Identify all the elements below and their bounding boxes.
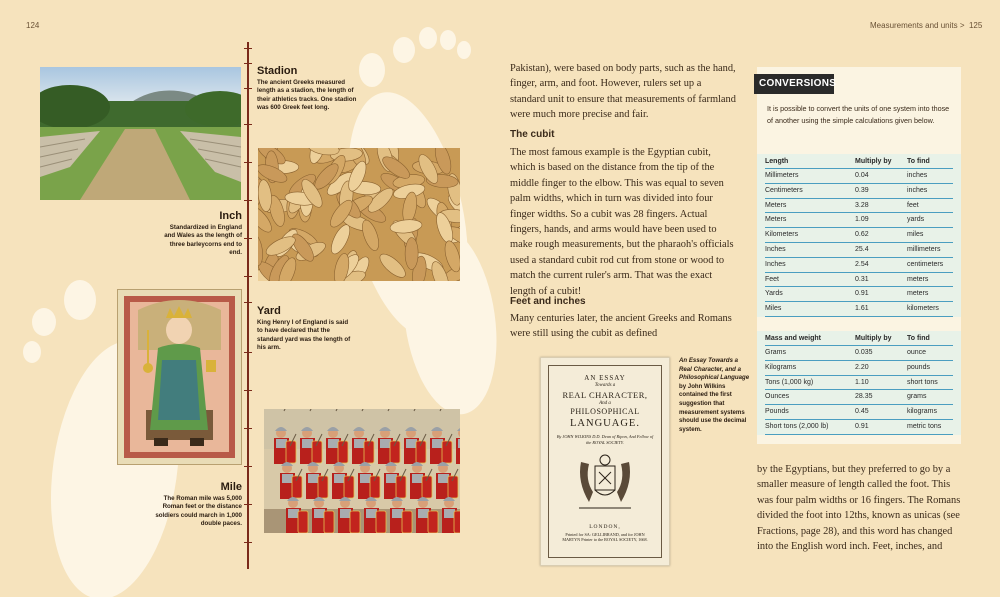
book-line: By JOHN WILKINS D.D. Dean of Ripon, And Fellow of the ROYAL SOCIETY. xyxy=(556,434,654,445)
yard-title: Yard xyxy=(257,305,281,317)
table-cell: Short tons (2,000 lb) xyxy=(765,422,829,430)
table-cell: feet xyxy=(907,201,919,209)
timeline-tick xyxy=(244,63,252,64)
table-cell: 0.62 xyxy=(855,231,869,239)
table-row xyxy=(757,361,961,376)
table-cell: Meters xyxy=(765,201,787,209)
timeline-tick xyxy=(244,542,252,543)
table-cell: meters xyxy=(907,275,929,283)
stadion-entry xyxy=(257,65,357,113)
book-line: And a xyxy=(599,401,611,406)
timeline-tick xyxy=(244,48,252,49)
cubit-heading: The cubit xyxy=(510,129,555,140)
book-line: Printed for SA: GELLIBRAND, and for JOHN MARTYN Printer to the ROYAL SOCIETY, 1668. xyxy=(562,532,648,543)
table-cell: metric tons xyxy=(907,422,942,430)
table-row xyxy=(757,390,961,405)
timeline-tick xyxy=(244,124,252,125)
table-cell: miles xyxy=(907,231,924,239)
left-page-number: 124 xyxy=(26,21,40,30)
table-cell: inches xyxy=(907,186,928,194)
timeline-tick xyxy=(244,352,252,353)
table-cell: 1.61 xyxy=(855,305,869,313)
table-cell: Mass and weight xyxy=(765,335,822,342)
table-cell: millimeters xyxy=(907,245,941,253)
table-cell: 25.4 xyxy=(855,245,869,253)
mile-text: The Roman mile was 5,000 Roman feet or the distance soldiers could march in 1,000 double paces. xyxy=(155,495,242,528)
table-cell: Miles xyxy=(765,305,782,313)
length-table xyxy=(757,154,961,317)
table-row xyxy=(757,199,961,214)
king-henry-illustration xyxy=(117,289,242,465)
cubit-text: The most famous example is the Egyptian cubit, which is based on the distance from the tip of the middle finger to the elbow. This was equal to seven palm widths, which in turn was divided into four finger widths. So a cubit was 28 fingers. Actual fingers, hands, and arms would have been used to make rough measurements, but the pharaoh's officials used a standard cubit rod cut from stone or wood to match the current ruler's arm. That was the exact length of a cubit! xyxy=(510,147,734,297)
table-cell: 3.28 xyxy=(855,201,869,209)
table-cell: Centimeters xyxy=(765,186,803,194)
article-intro: Pakistan), were based on body parts, such as the hand, finger, arm, and foot. However, rulers set up a standard unit to ensure that measurements of farmland were much more precise and fair. xyxy=(510,63,736,121)
table-cell: kilometers xyxy=(907,305,939,313)
timeline-tick xyxy=(244,276,252,277)
table-cell: kilograms xyxy=(907,408,937,416)
table-row xyxy=(757,420,961,435)
table-row xyxy=(757,287,961,302)
table-header-row xyxy=(757,331,961,346)
table-cell: Meters xyxy=(765,216,787,224)
book-coat-of-arms-icon xyxy=(573,452,637,514)
table-header-row xyxy=(757,154,961,169)
mass-table xyxy=(757,331,961,435)
table-cell: Multiply by xyxy=(855,335,892,342)
table-cell: yards xyxy=(907,216,925,224)
timeline-tick xyxy=(244,238,252,239)
table-cell: 2.54 xyxy=(855,260,869,268)
roman-soldiers-photo xyxy=(264,409,460,533)
table-cell: inches xyxy=(907,172,928,179)
book-caption-title: An Essay Towards a Real Character, and a Philosophical Language xyxy=(679,357,750,382)
inch-entry xyxy=(160,210,242,258)
table-cell: Ounces xyxy=(765,393,790,401)
barleycorn-photo xyxy=(258,148,460,281)
book-line: PHILOSOPHICAL xyxy=(570,407,640,416)
table-row xyxy=(757,228,961,243)
table-row xyxy=(757,346,961,361)
timeline-tick xyxy=(244,390,252,391)
table-row xyxy=(757,258,961,273)
table-cell: short tons xyxy=(907,378,938,386)
table-cell: Kilograms xyxy=(765,363,797,371)
table-cell: 0.035 xyxy=(855,349,873,356)
table-cell: 0.45 xyxy=(855,408,869,416)
table-row xyxy=(757,376,961,391)
table-cell: meters xyxy=(907,290,929,298)
book-line: REAL CHARACTER, xyxy=(562,390,648,400)
feet-text: Many centuries later, the ancient Greeks and Romans were still using the cubit as defined xyxy=(510,313,732,340)
book-line: LONDON, xyxy=(589,524,621,530)
table-cell: pounds xyxy=(907,363,930,371)
table-row xyxy=(757,243,961,258)
stadion-photo xyxy=(40,67,241,200)
running-header xyxy=(870,21,982,30)
table-cell: 0.91 xyxy=(855,422,869,430)
table-cell: 1.10 xyxy=(855,378,869,386)
table-cell: Kilometers xyxy=(765,231,799,239)
book-line: AN ESSAY xyxy=(584,374,626,382)
inch-text: Standardized in England and Wales as the length of three barleycorns end to end. xyxy=(164,224,242,257)
table-row xyxy=(757,405,961,420)
timeline-tick xyxy=(244,428,252,429)
table-cell: Millimeters xyxy=(765,172,799,179)
table-cell: 2.20 xyxy=(855,363,869,371)
table-cell: centimeters xyxy=(907,260,944,268)
timeline-tick xyxy=(244,466,252,467)
table-cell: Feet xyxy=(765,275,780,283)
table-cell: To find xyxy=(907,335,930,342)
mile-title: Mile xyxy=(220,481,242,493)
book-line: LANGUAGE. xyxy=(570,418,640,429)
timeline-tick xyxy=(244,302,252,303)
table-row xyxy=(757,302,961,317)
section-title: Measurements and units xyxy=(870,21,958,30)
book-caption xyxy=(679,357,751,434)
table-cell: 0.04 xyxy=(855,172,869,179)
timeline-tick xyxy=(244,88,252,89)
inch-title: Inch xyxy=(219,210,242,222)
table-cell: Inches xyxy=(765,260,786,268)
table-cell: To find xyxy=(907,158,930,165)
feet-heading: Feet and inches xyxy=(510,296,586,307)
mile-entry xyxy=(146,481,242,529)
essay-book-cover xyxy=(540,357,670,566)
stadion-text: The ancient Greeks measured length as a stadion, the length of their athletics tracks. One stadion was 600 Greek feet long. xyxy=(257,79,357,112)
table-cell: Yards xyxy=(765,290,783,298)
right-page-number: 125 xyxy=(968,21,983,30)
table-cell: Inches xyxy=(765,245,786,253)
table-cell: 0.91 xyxy=(855,290,869,298)
table-cell: Grams xyxy=(765,349,786,356)
table-cell: 1.09 xyxy=(855,216,869,224)
conversions-intro: It is possible to convert the units of one system into those of another using the simple calculations given below. xyxy=(767,104,950,125)
table-cell: Pounds xyxy=(765,408,789,416)
table-cell: 28.35 xyxy=(855,393,873,401)
yard-text: King Henry I of England is said to have declared that the standard yard was the length of his arm. xyxy=(257,319,351,352)
table-cell: grams xyxy=(907,393,927,401)
book-line: Towards a xyxy=(594,383,616,388)
table-row xyxy=(757,169,961,184)
continued-text: by the Egyptians, but they preferred to go by a smaller measure of length called the foot. This was four palm widths or 16 fingers. The Romans divided the foot into 12ths, known as unicas (see Fractions, page 28), and this word has changed into the English word inch. Feet, inches, and xyxy=(757,464,961,553)
table-cell: 0.39 xyxy=(855,186,869,194)
timeline-tick xyxy=(244,162,252,163)
stadion-title: Stadion xyxy=(257,65,298,77)
table-cell: 0.31 xyxy=(855,275,869,283)
timeline-tick xyxy=(244,200,252,201)
yard-entry xyxy=(257,305,353,353)
book-caption-text: by John Wilkins contained the first suggestion that measurement systems should use the decimal system. xyxy=(679,382,747,433)
conversions-title: CONVERSIONS xyxy=(754,74,834,94)
header-separator: > xyxy=(959,21,965,30)
table-cell: ounce xyxy=(907,349,927,356)
table-cell: Tons (1,000 kg) xyxy=(765,378,814,386)
timeline-bar xyxy=(247,42,249,569)
table-cell: Multiply by xyxy=(855,158,892,165)
table-row xyxy=(757,213,961,228)
table-row xyxy=(757,273,961,288)
timeline-tick xyxy=(244,504,252,505)
table-cell: Length xyxy=(765,158,789,165)
table-row xyxy=(757,184,961,199)
